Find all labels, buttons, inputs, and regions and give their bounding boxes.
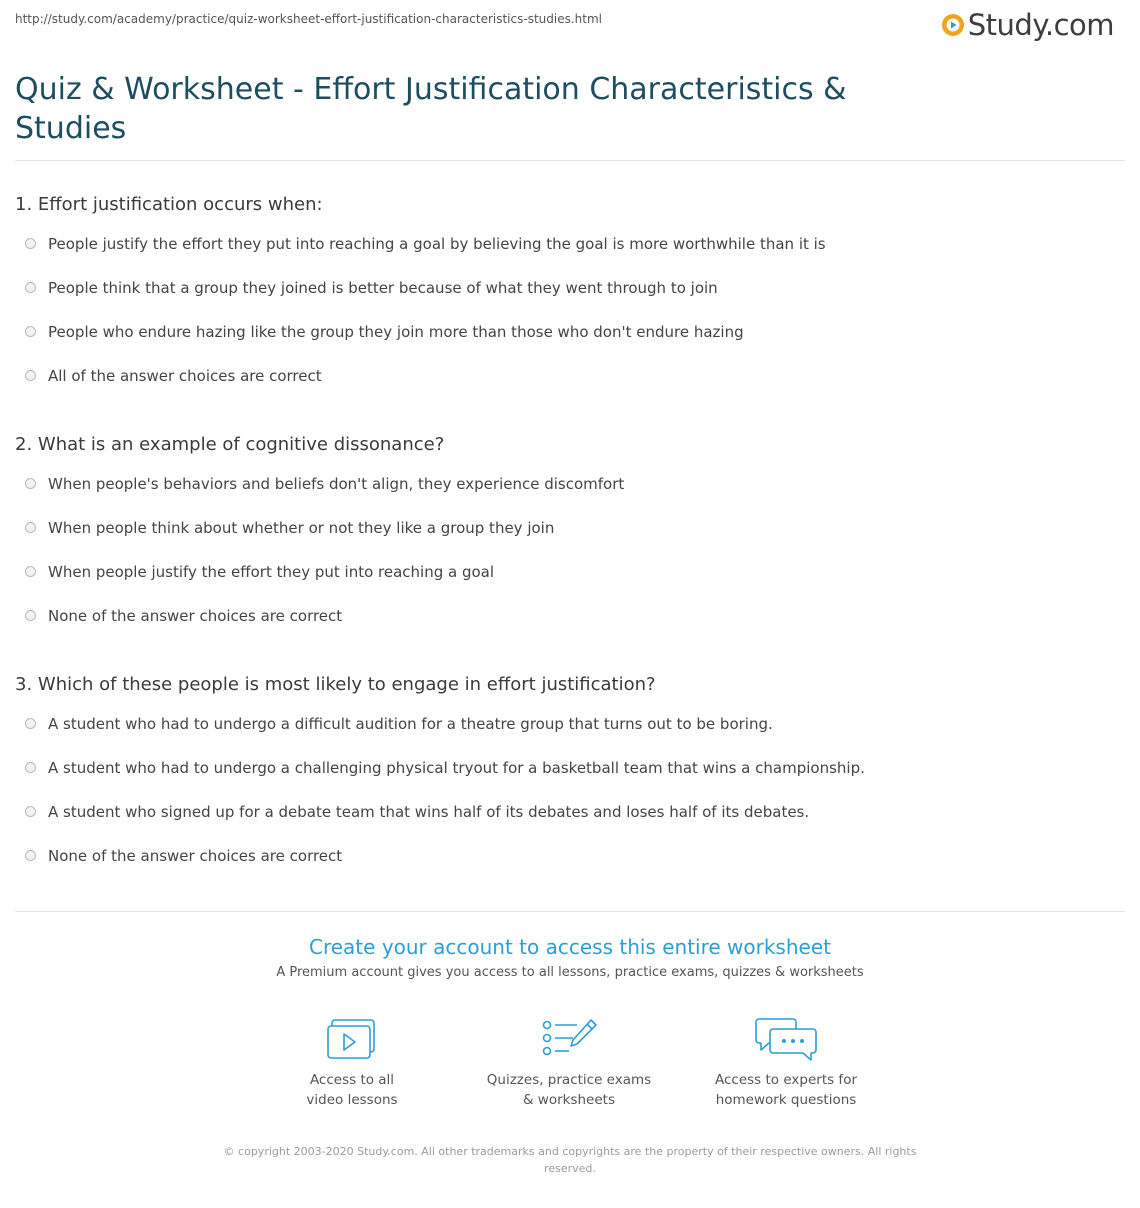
answer-text: When people's behaviors and beliefs don't align, they experience discomfort	[48, 475, 625, 493]
radio-button[interactable]	[25, 522, 36, 533]
feature-label	[686, 1070, 886, 1110]
answer-text: All of the answer choices are correct	[48, 367, 322, 385]
radio-button[interactable]	[25, 806, 36, 817]
answer-option[interactable]	[15, 715, 1115, 759]
radio-button[interactable]	[25, 762, 36, 773]
page-title-line-1: Quiz & Worksheet - Effort Justification Characteristics &	[15, 72, 847, 107]
radio-button[interactable]	[25, 326, 36, 337]
radio-button[interactable]	[25, 566, 36, 577]
answer-text: When people think about whether or not they like a group they join	[48, 519, 555, 537]
question-1	[15, 193, 1115, 411]
question-title: 3. Which of these people is most likely to engage in effort justification?	[15, 674, 656, 695]
feature-label-line-2: video lessons	[306, 1092, 398, 1108]
answer-option[interactable]	[15, 759, 1115, 803]
radio-button[interactable]	[25, 718, 36, 729]
answer-option[interactable]	[15, 235, 1115, 279]
quiz-checklist-icon	[539, 1016, 599, 1062]
radio-button[interactable]	[25, 850, 36, 861]
feature-label-line-1: Access to all	[309, 1072, 395, 1088]
answer-option[interactable]	[15, 519, 1115, 563]
title-divider	[15, 160, 1125, 161]
play-circle-logo-icon	[941, 13, 965, 37]
answer-text: None of the answer choices are correct	[48, 847, 343, 865]
feature-video-lessons	[252, 1016, 452, 1110]
answer-option[interactable]	[15, 847, 1115, 891]
answer-text: People who endure hazing like the group they join more than those who don't endure hazing	[48, 323, 744, 341]
question-title: 2. What is an example of cognitive dissonance?	[15, 434, 445, 455]
feature-label-line-1: Quizzes, practice exams	[486, 1072, 652, 1088]
answer-option[interactable]	[15, 563, 1115, 607]
create-account-link[interactable]: Create your account to access this entire worksheet	[309, 935, 831, 959]
answer-text: People justify the effort they put into reaching a goal by believing the goal is more worthwhile than it is	[48, 235, 826, 253]
feature-label	[469, 1070, 669, 1110]
questions-divider	[15, 911, 1125, 912]
radio-button[interactable]	[25, 238, 36, 249]
page-title-line-2: Studies	[15, 111, 127, 146]
answer-option[interactable]	[15, 803, 1115, 847]
feature-label	[252, 1070, 452, 1110]
answer-option[interactable]	[15, 607, 1115, 651]
answer-list	[15, 235, 1115, 411]
radio-button[interactable]	[25, 610, 36, 621]
premium-description: A Premium account gives you access to all lessons, practice exams, quizzes & worksheets	[276, 965, 864, 980]
create-account-section	[0, 934, 1140, 981]
premium-features	[0, 1016, 1140, 1116]
answer-text: When people justify the effort they put into reaching a goal	[48, 563, 495, 581]
video-lessons-icon	[324, 1016, 380, 1062]
question-2	[15, 433, 1115, 651]
question-3	[15, 673, 1115, 891]
radio-button[interactable]	[25, 282, 36, 293]
feature-experts	[686, 1016, 886, 1110]
feature-label-line-2: & worksheets	[522, 1092, 615, 1108]
page-title	[15, 70, 915, 148]
study-com-logo[interactable]	[941, 8, 1114, 42]
answer-text: People think that a group they joined is better because of what they went through to join	[48, 279, 718, 297]
answer-list	[15, 715, 1115, 891]
answer-option[interactable]	[15, 367, 1115, 411]
answer-text: None of the answer choices are correct	[48, 607, 343, 625]
copyright-line-1: © copyright 2003-2020 Study.com. All other trademarks and copyrights are the property of their respective owners. All rights	[223, 1145, 917, 1158]
feature-quizzes	[469, 1016, 669, 1110]
top-bar	[0, 0, 1140, 50]
feature-label-line-1: Access to experts for	[714, 1072, 857, 1088]
answer-list	[15, 475, 1115, 651]
chat-bubbles-icon	[753, 1016, 819, 1062]
feature-label-line-2: homework questions	[715, 1092, 857, 1108]
answer-option[interactable]	[15, 279, 1115, 323]
answer-text: A student who had to undergo a challenging physical tryout for a basketball team that wins a championship.	[48, 759, 865, 777]
answer-option[interactable]	[15, 475, 1115, 519]
copyright-line-2: reserved.	[544, 1162, 596, 1175]
answer-text: A student who had to undergo a difficult audition for a theatre group that turns out to be boring.	[48, 715, 773, 733]
radio-button[interactable]	[25, 370, 36, 381]
page-url: http://study.com/academy/practice/quiz-worksheet-effort-justification-characteristics-studies.html	[15, 12, 602, 26]
answer-option[interactable]	[15, 323, 1115, 367]
radio-button[interactable]	[25, 478, 36, 489]
logo-text: Study.com	[967, 8, 1114, 42]
copyright-notice	[215, 1143, 925, 1177]
answer-text: A student who signed up for a debate team that wins half of its debates and loses half of its debates.	[48, 803, 810, 821]
question-title: 1. Effort justification occurs when:	[15, 194, 323, 215]
